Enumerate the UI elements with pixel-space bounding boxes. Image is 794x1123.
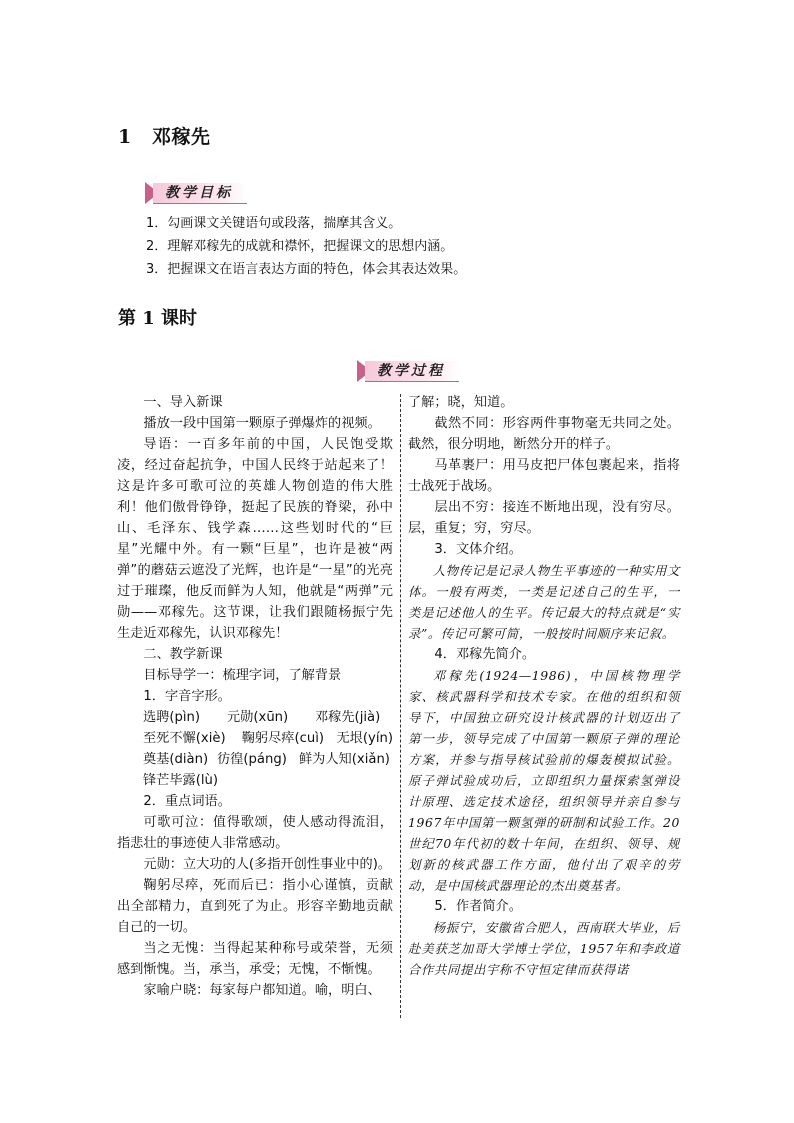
objective-item: 3．把握课文在语言表达方面的特色，体会其表达效果。	[146, 262, 467, 277]
word-item: 彷徨(páng)	[217, 752, 287, 767]
objectives-label: 教学目标	[153, 183, 247, 204]
objectives-ribbon	[145, 182, 247, 204]
objectives-list	[146, 212, 466, 281]
subheading: 4．邓稼先简介。	[434, 647, 536, 662]
goal-heading: 目标导学一：梳理字词，了解背景	[143, 668, 342, 683]
paragraph: 家喻户晓：每家每户都知道。喻，明白、	[143, 983, 381, 998]
word-item: 鞠躬尽瘁(cuì)	[241, 731, 325, 746]
paragraph: 导语：一百多年前的中国，人民饱受欺凌，经过奋起抗争，中国人民终于站起来了！这是许多可歌可泣的英雄人物创造的伟大胜利！他们傲骨铮铮，挺起了民族的脊梁，孙中山、毛泽东、钱学森……这些划时代的“巨星”光耀中外。有一颗“巨星”，也许是被“两弹”的蘑菇云遮没了光辉，也许是“一星”的光亮过于璀璨，他反而鲜为人知，他就是“两弹”元勋——邓稼先。这节课，让我们跟随杨振宁先生走近邓稼先，认识邓稼先！	[117, 437, 393, 641]
period-title: 第 1 课时	[118, 308, 198, 329]
right-column	[408, 392, 680, 980]
lesson-name: 邓稼先	[152, 126, 211, 148]
paragraph: 马革裹尸：用马皮把尸体包裹起来，指将士战死于战场。	[408, 458, 680, 494]
objective-item: 2．理解邓稼先的成就和襟怀，把握课文的思想内涵。	[146, 239, 454, 254]
section-heading: 二、教学新课	[143, 647, 223, 662]
word-item: 元勋(xūn)	[227, 710, 289, 725]
subheading: 3．文体介绍。	[434, 542, 522, 557]
paragraph: 层出不穷：接连不断地出现，没有穷尽。层，重复；穷，穷尽。	[408, 500, 680, 536]
paragraph: 邓稼先(1924—1986)，中国核物理学家、核武器科学和技术专家。在他的组织和领导下，中国独立研究设计核武器的计划迈出了第一步，领导完成了中国第一颗原子弹的理论方案，并参与指导核试验前的爆轰模拟试验。原子弹试验成功后，立即组织力量探索氢弹设计原理、选定技术途径，组织领导并亲自参与1967年中国第一颗氢弹的研制和试验工作。20世纪70年代初的数十年间，在组织、领导、规划新的核武器工作方面，他付出了艰辛的劳动，是中国核武器理论的杰出奠基者。	[408, 668, 680, 893]
word-item: 选聘(pìn)	[143, 710, 201, 725]
word-item: 邓稼先(jià)	[315, 710, 381, 725]
word-item: 至死不懈(xiè)	[143, 731, 226, 746]
paragraph: 元勋：立大功的人(多指开创性事业中的)。	[143, 857, 392, 872]
paragraph: 杨振宁，安徽省合肥人，西南联大毕业，后赴美获芝加哥大学博士学位，1957年和李政道合作共同提出宇称不守恒定律而获得诺	[408, 920, 680, 977]
word-row	[117, 707, 393, 728]
lesson-title	[118, 122, 211, 149]
word-item: 鲜为人知(xiǎn)	[299, 752, 390, 767]
paragraph: 当之无愧：当得起某种称号或荣誉，无须感到惭愧。当，承当，承受；无愧，不惭愧。	[117, 941, 393, 977]
paragraph: 可歌可泣：值得歌颂，使人感动得流泪，指悲壮的事迹使人非常感动。	[117, 815, 393, 851]
column-divider	[400, 394, 401, 1018]
word-row	[117, 749, 393, 770]
subheading: 2．重点词语。	[143, 794, 231, 809]
word-item: 无垠(yín)	[336, 731, 393, 746]
subheading: 5．作者简介。	[434, 899, 522, 914]
process-label: 教学过程	[365, 361, 459, 382]
section-heading: 一、导入新课	[143, 395, 223, 410]
subheading: 1．字音字形。	[143, 689, 231, 704]
objective-item: 1．勾画课文关键语句或段落，揣摩其含义。	[146, 216, 402, 231]
word-row	[117, 728, 393, 749]
word-item: 锋芒毕露(lù)	[143, 773, 219, 788]
lesson-number: 1	[118, 126, 132, 148]
paragraph: 鞠躬尽瘁，死而后已：指小心谨慎，贡献出全部精力，直到死了为止。形容辛勤地贡献自己的一切。	[117, 878, 393, 935]
paragraph: 播放一段中国第一颗原子弹爆炸的视频。	[143, 416, 381, 431]
process-ribbon	[357, 360, 459, 382]
paragraph: 人物传记是记录人物生平事迹的一种实用文体。一般有两类，一类是记述自己的生平，一类是记述他人的生平。传记最大的特点就是“实录”。传记可繁可简，一般按时间顺序来记叙。	[408, 563, 680, 641]
paragraph: 了解；晓，知道。	[408, 395, 514, 410]
word-row	[117, 770, 393, 791]
paragraph: 截然不同：形容两件事物毫无共同之处。截然，很分明地，断然分开的样子。	[408, 416, 680, 452]
word-item: 奠基(diàn)	[143, 752, 209, 767]
left-column	[117, 392, 393, 1001]
